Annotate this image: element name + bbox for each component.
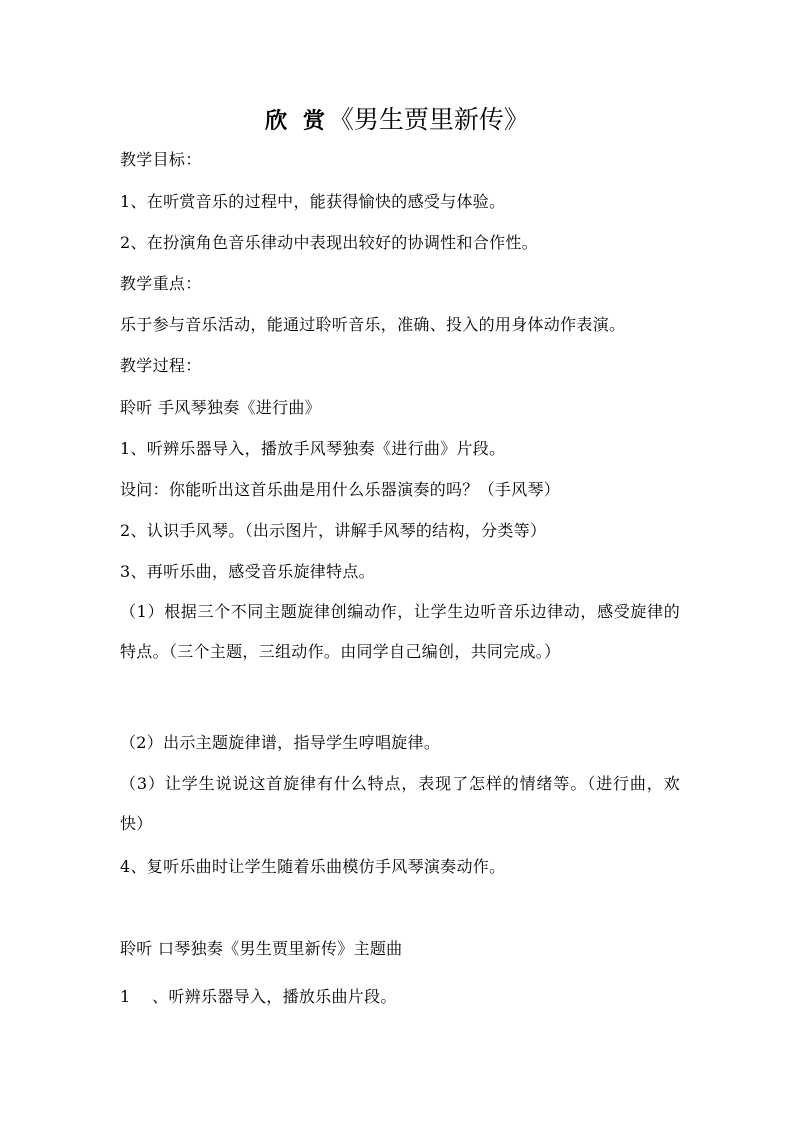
step-4: 4、复听乐曲时让学生随着乐曲模仿手风琴演奏动作。 — [120, 857, 506, 876]
heading-process: 教学过程： — [120, 356, 202, 375]
harmonica-step-1: 1 、听辨乐器导入，播放乐曲片段。 — [120, 987, 397, 1006]
sub-step-1: （1）根据三个不同主题旋律创编动作，让学生边听音乐边律动，感受旋律的特点。（三个主题，三组动作。由同学自己编创，共同完成。） — [120, 602, 680, 661]
question-text: 设问：你能听出这首乐曲是用什么乐器演奏的吗？（手风琴） — [120, 480, 561, 499]
step-3: 3、再听乐曲，感受音乐旋律特点。 — [120, 562, 375, 581]
objective-2: 2、在扮演角色音乐律动中表现出较好的协调性和合作性。 — [120, 233, 538, 252]
section-accordion: 聆听 手风琴独奏《进行曲》 — [120, 398, 321, 417]
heading-objectives: 教学目标： — [120, 150, 202, 169]
heading-key-points: 教学重点： — [120, 274, 202, 293]
title-main: 《男生贾里新传》 — [328, 105, 529, 134]
step-2: 2、认识手风琴。（出示图片，讲解手风琴的结构，分类等） — [120, 521, 547, 540]
section-harmonica: 聆听 口琴独奏《男生贾里新传》主题曲 — [120, 939, 403, 958]
step-1: 1、听辨乐器导入，播放手风琴独奏《进行曲》片段。 — [120, 439, 506, 458]
page-title — [0, 100, 794, 141]
title-prefix: 欣 赏 — [265, 108, 329, 134]
objective-1: 1、在听赏音乐的过程中，能获得愉快的感受与体验。 — [120, 192, 506, 211]
sub-step-2: （2）出示主题旋律谱，指导学生哼唱旋律。 — [120, 733, 441, 752]
sub-step-3: （3）让学生说说这首旋律有什么特点，表现了怎样的情绪等。（进行曲，欢快） — [120, 774, 680, 833]
key-point-text: 乐于参与音乐活动，能通过聆听音乐，准确、投入的用身体动作表演。 — [120, 315, 626, 334]
